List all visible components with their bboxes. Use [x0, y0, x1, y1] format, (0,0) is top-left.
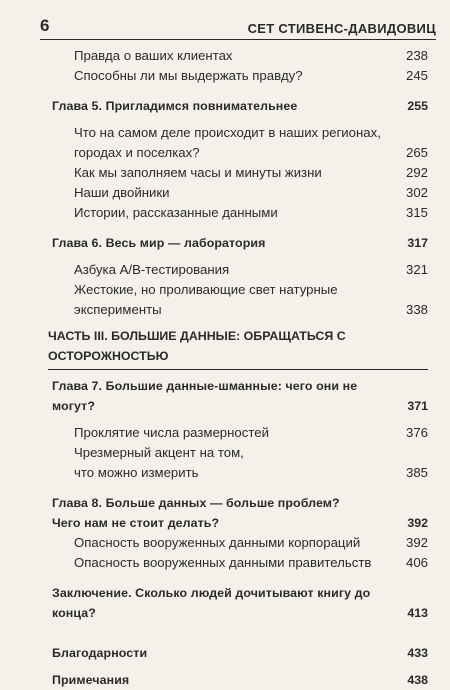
- page-number: 6: [40, 16, 50, 35]
- toc-chapter-title: Глава 7. Большие данные-шманные: чего они не могут?: [52, 379, 358, 413]
- toc-entry-page: 265: [405, 145, 428, 160]
- toc-entry-page: 392: [405, 535, 428, 550]
- toc-entry: [52, 533, 428, 553]
- toc-entry: [52, 280, 428, 300]
- toc-entry-title: Жестокие, но проливающие свет натурные: [74, 282, 338, 297]
- toc-entry-title-cont: городах и поселках?: [74, 145, 200, 160]
- toc-entry-title: Опасность вооруженных данными корпораций: [74, 535, 361, 550]
- toc-entry-title-cont: эксперименты: [74, 302, 162, 317]
- toc-entry: [52, 203, 428, 223]
- toc-entry: [52, 260, 428, 280]
- toc-entry-title: Что на самом деле происходит в наших регионах,: [74, 125, 381, 140]
- toc-entry-title: Проклятие числа размерностей: [74, 425, 269, 440]
- toc-entry-title: Чрезмерный акцент на том,: [74, 445, 244, 460]
- toc-entry-title: Как мы заполняем часы и минуты жизни: [74, 165, 322, 180]
- toc-chapter-title: Заключение. Сколько людей дочитывают книгу до конца?: [52, 586, 371, 620]
- page-header: [40, 10, 436, 40]
- toc-part-heading: ЧАСТЬ III. БОЛЬШИЕ ДАННЫЕ: ОБРАЩАТЬСЯ С ОСТОРОЖНОСТЬЮ: [48, 326, 428, 370]
- toc-entry: [52, 183, 428, 203]
- table-of-contents: [48, 46, 428, 690]
- toc-chapter-title: Глава 5. Пригладимся повнимательнее: [52, 99, 298, 113]
- toc-entry: [52, 553, 428, 573]
- toc-entry-page: 321: [405, 262, 428, 277]
- toc-entry: [52, 143, 428, 163]
- toc-chapter: [52, 376, 428, 416]
- toc-entry: [52, 463, 428, 483]
- toc-entry: [52, 163, 428, 183]
- toc-acknowledgements: [52, 643, 428, 663]
- toc-chapter-page: 255: [407, 99, 428, 113]
- toc-chapter-page: 438: [407, 673, 428, 687]
- running-head: СЕТ СТИВЕНС-ДАВИДОВИЦ: [247, 21, 436, 36]
- toc-chapter-title: Благодарности: [52, 646, 148, 660]
- toc-chapter-page: 433: [407, 646, 428, 660]
- toc-entry-page: 338: [405, 302, 428, 317]
- toc-entry-page: 385: [405, 465, 428, 480]
- toc-entry-page: 302: [405, 185, 428, 200]
- toc-chapter: [52, 493, 428, 513]
- toc-entry-page: 406: [405, 555, 428, 570]
- toc-entry-title: Способны ли мы выдержать правду?: [74, 68, 303, 83]
- toc-chapter: [52, 96, 428, 116]
- toc-entry: [52, 46, 428, 66]
- toc-chapter: [52, 233, 428, 253]
- toc-entry-title-cont: что можно измерить: [74, 465, 199, 480]
- toc-chapter-page: 413: [407, 606, 428, 620]
- toc-chapter-title: Примечания: [52, 673, 130, 687]
- toc-entry-page: 315: [405, 205, 428, 220]
- toc-entry-title: Правда о ваших клиентах: [74, 48, 233, 63]
- toc-chapter-page: 371: [407, 399, 428, 413]
- toc-entry-title: Азбука A/B-тестирования: [74, 262, 230, 277]
- toc-entry-title: Наши двойники: [74, 185, 170, 200]
- toc-chapter-page: 392: [407, 516, 428, 530]
- toc-conclusion: [52, 583, 428, 623]
- toc-chapter-title: Глава 6. Весь мир — лаборатория: [52, 236, 266, 250]
- toc-entry: [52, 66, 428, 86]
- toc-entry-title: Опасность вооруженных данными правительств: [74, 555, 372, 570]
- toc-entry-page: 245: [405, 68, 428, 83]
- toc-entry-title: Истории, рассказанные данными: [74, 205, 278, 220]
- toc-entry-page: 376: [405, 425, 428, 440]
- toc-chapter-title-cont: Чего нам не стоит делать?: [52, 516, 220, 530]
- toc-notes: [52, 670, 428, 690]
- toc-entry: [52, 123, 428, 143]
- toc-entry-page: 292: [405, 165, 428, 180]
- toc-entry: [52, 423, 428, 443]
- toc-chapter-title: Глава 8. Больше данных — больше проблем?: [52, 496, 340, 510]
- toc-entry-page: 238: [405, 48, 428, 63]
- toc-entry: [52, 443, 428, 463]
- toc-entry: [52, 300, 428, 320]
- toc-chapter-page: 317: [407, 236, 428, 250]
- toc-chapter: [52, 513, 428, 533]
